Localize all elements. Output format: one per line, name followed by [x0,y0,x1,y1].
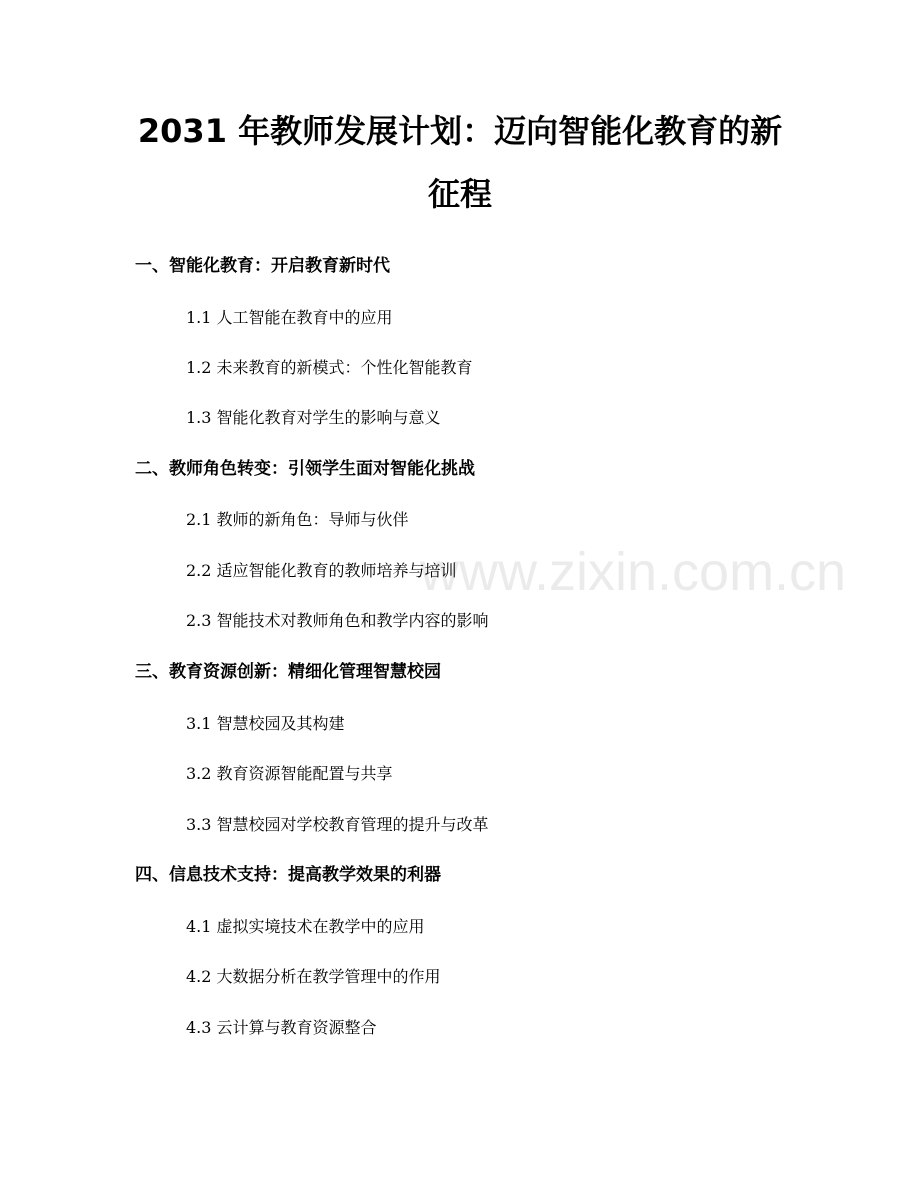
document-title-line-1: 2031 年教师发展计划：迈向智能化教育的新 [137,112,783,150]
section-heading-3: 三、教育资源创新：精细化管理智慧校园 [135,662,441,682]
toc-item-2-3: 2.3 智能技术对教师角色和教学内容的影响 [186,611,489,630]
watermark: www.zixin.com.cn [420,542,847,602]
section-heading-1: 一、智能化教育：开启教育新时代 [135,256,390,276]
document-title-line-2: 征程 [427,175,492,213]
toc-item-1-1: 1.1 人工智能在教育中的应用 [186,308,393,327]
toc-item-2-2: 2.2 适应智能化教育的教师培养与培训 [186,561,457,580]
toc-item-3-1: 3.1 智慧校园及其构建 [186,714,345,733]
toc-item-4-3: 4.3 云计算与教育资源整合 [186,1018,377,1037]
toc-item-4-2: 4.2 大数据分析在教学管理中的作用 [186,967,441,986]
section-heading-4: 四、信息技术支持：提高教学效果的利器 [135,865,441,885]
toc-item-2-1: 2.1 教师的新角色：导师与伙伴 [186,510,409,529]
section-heading-2: 二、教师角色转变：引领学生面对智能化挑战 [135,459,475,479]
toc-item-4-1: 4.1 虚拟实境技术在教学中的应用 [186,917,425,936]
toc-item-3-2: 3.2 教育资源智能配置与共享 [186,764,393,783]
toc-item-1-3: 1.3 智能化教育对学生的影响与意义 [186,408,441,427]
toc-item-3-3: 3.3 智慧校园对学校教育管理的提升与改革 [186,815,489,834]
toc-item-1-2: 1.2 未来教育的新模式：个性化智能教育 [186,358,473,377]
